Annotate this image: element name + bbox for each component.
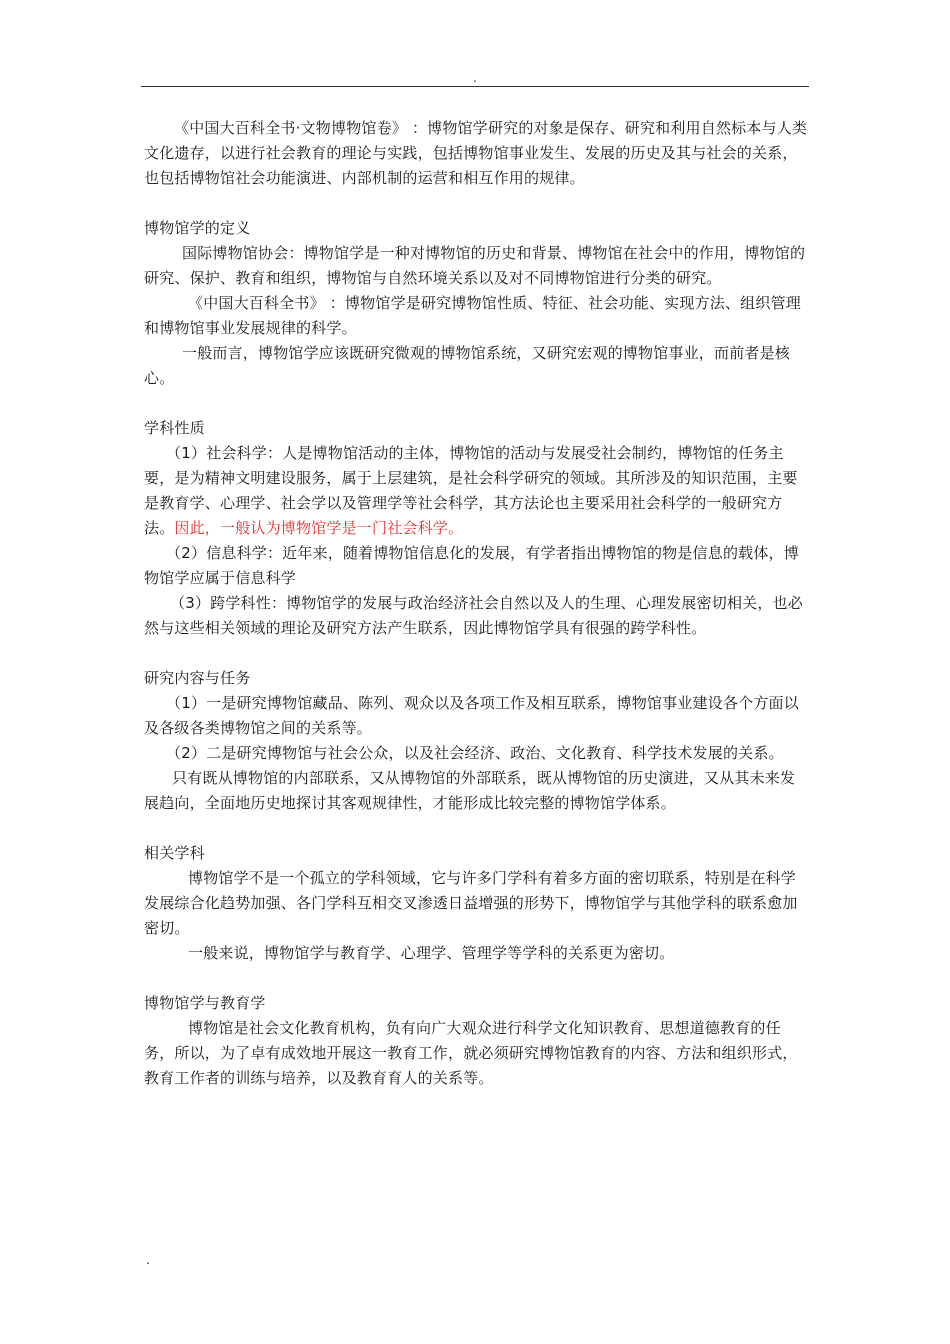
content-tasks-heading: 研究内容与任务 [144, 669, 251, 687]
related-paragraph-2: 一般来说，博物馆学与教育学、心理学、管理学等学科的关系更为密切。 [188, 944, 675, 962]
content-tasks-item-1: （1）一是研究博物馆藏品、陈列、观众以及各项工作及相互联系，博物馆事业建设各个方面以及各级各类博物馆之间的关系等。 [144, 694, 799, 737]
nature-item-3: （3）跨学科性：博物馆学的发展与政治经济社会自然以及人的生理、心理发展密切相关，也必然与这些相关领域的理论及研究方法产生联系，因此博物馆学具有很强的跨学科性。 [144, 594, 803, 637]
related-paragraph-1: 博物馆学不是一个孤立的学科领域，它与许多门学科有着多方面的密切联系，特别是在科学发展综合化趋势加强、各门学科互相交叉渗透日益增强的形势下，博物馆学与其他学科的联系愈加密切。 [144, 869, 798, 937]
document-body [144, 116, 809, 1091]
nature-item-1-highlight: 因此，一般认为博物馆学是一门社会科学。 [174, 519, 464, 537]
nature-heading: 学科性质 [144, 419, 205, 437]
nature-item-2: （2）信息科学：近年来，随着博物馆信息化的发展，有学者指出博物馆的物是信息的载体，博物馆学应属于信息科学 [144, 544, 799, 587]
nature-item-1 [144, 441, 809, 541]
nature-item-1-text: （1）社会科学：人是博物馆活动的主体，博物馆的活动与发展受社会制约，博物馆的任务主要，是为精神文明建设服务，属于上层建筑，是社会科学研究的领域。其所涉及的知识范围，主要是教育学、心理学、社会学以及管理学等社会科学，其方法论也主要采用社会科学的一般研究方法。 [144, 444, 798, 537]
header-mark: . [473, 71, 477, 85]
content-tasks-item-2: （2）二是研究博物馆与社会公众，以及社会经济、政治、文化教育、科学技术发展的关系。 [166, 744, 784, 762]
definition-paragraph-1: 国际博物馆协会：博物馆学是一种对博物馆的历史和背景、博物馆在社会中的作用，博物馆的研究、保护、教育和组织，博物馆与自然环境关系以及对不同博物馆进行分类的研究。 [144, 244, 806, 287]
definition-heading: 博物馆学的定义 [144, 219, 251, 237]
education-heading: 博物馆学与教育学 [144, 994, 266, 1012]
header-rule [141, 86, 809, 87]
education-paragraph-1: 博物馆是社会文化教育机构，负有向广大观众进行科学文化知识教育、思想道德教育的任务，所以，为了卓有成效地开展这一教育工作，就必须研究博物馆教育的内容、方法和组织形式，教育工作者的训练与培养，以及教育育人的关系等。 [144, 1019, 798, 1087]
definition-paragraph-2: 《中国大百科全书》 ：博物馆学是研究博物馆性质、特征、社会功能、实现方法、组织管理和博物馆事业发展规律的科学。 [144, 294, 801, 337]
related-heading: 相关学科 [144, 844, 205, 862]
content-tasks-summary: 只有既从博物馆的内部联系，又从博物馆的外部联系，既从博物馆的历史演进，又从其未来发展趋向，全面地历史地探讨其客观规律性，才能形成比较完整的博物馆学体系。 [144, 769, 796, 812]
footer-mark: . [146, 1253, 150, 1267]
intro-paragraph: 《中国大百科全书·文物博物馆卷》 ：博物馆学研究的对象是保存、研究和利用自然标本与人类文化遗存，以进行社会教育的理论与实践，包括博物馆事业发生、发展的历史及其与社会的关系，也包括博物馆社会功能演进、内部机制的运营和相互作用的规律。 [144, 119, 808, 187]
definition-paragraph-3: 一般而言，博物馆学应该既研究微观的博物馆系统，又研究宏观的博物馆事业，而前者是核心。 [144, 344, 791, 387]
